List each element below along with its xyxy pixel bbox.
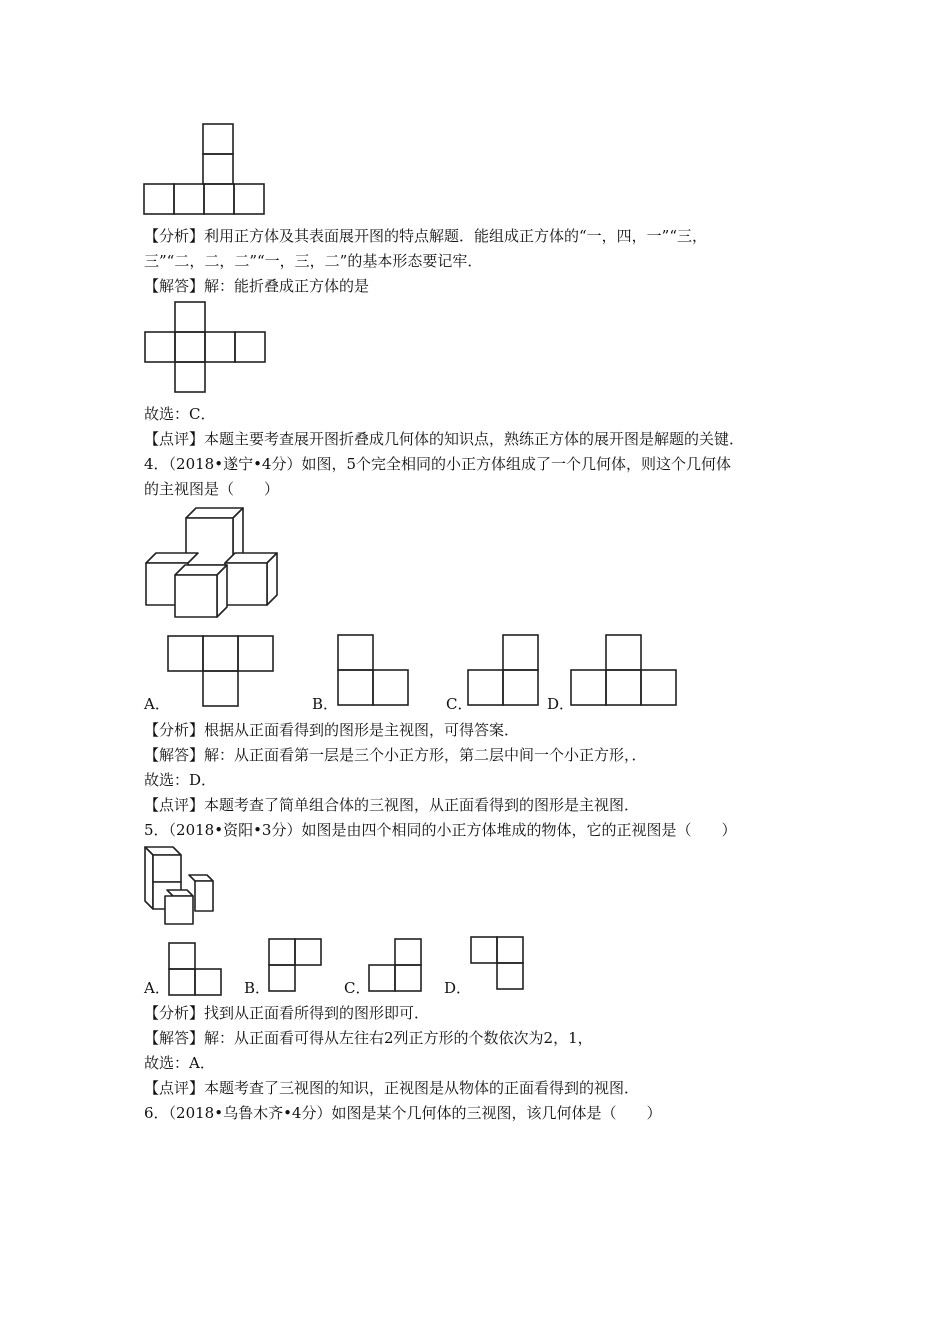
q4-option-b-figure <box>336 633 412 709</box>
q4-stem-cont: 的主视图是（ ） <box>144 480 280 498</box>
q4-choice: 故选：D． <box>144 771 217 789</box>
net-figure-answer <box>144 301 268 393</box>
q4-option-c-label: C． <box>446 695 473 713</box>
q4-analysis: 【分析】根据从正面看得到的图形是主视图，可得答案． <box>144 721 520 739</box>
q4-answer: 【解答】解：从正面看第一层是三个小正方形，第二层中间一个小正方形，． <box>144 746 647 764</box>
net-figure-top <box>143 123 265 215</box>
q5-option-c-figure <box>367 937 423 993</box>
q5-option-a-label: A． <box>144 979 170 997</box>
q6-stem: 6．（2018•乌鲁木齐•4分）如图是某个几何体的三视图，该几何体是（ ） <box>144 1104 662 1122</box>
q4-option-a-figure <box>166 635 276 709</box>
q5-analysis: 【分析】找到从正面看所得到的图形即可． <box>144 1004 430 1022</box>
q5-option-c-label: C． <box>344 979 371 997</box>
q5-answer: 【解答】解：从正面看可得从左往右2列正方形的个数依次为2，1， <box>144 1029 593 1047</box>
choice-1: 故选：C． <box>144 405 216 423</box>
comment-1: 【点评】本题主要考查展开图折叠成几何体的知识点，熟练正方体的展开图是解题的关键． <box>144 430 745 448</box>
q5-option-d-figure <box>469 935 525 991</box>
q5-option-d-label: D． <box>444 979 472 997</box>
q5-choice: 故选：A． <box>144 1054 215 1072</box>
q4-option-d-figure <box>569 633 681 709</box>
q5-option-b-label: B． <box>244 979 271 997</box>
q4-option-d-label: D． <box>547 695 575 713</box>
q4-option-b-label: B． <box>312 695 339 713</box>
q4-option-c-figure <box>466 633 542 709</box>
q4-stem: 4．（2018•遂宁•4分）如图，5个完全相同的小正方体组成了一个几何体，则这个几何体 <box>144 455 732 473</box>
analysis-1-cont: 三”“二，二，二”“一，三，二”的基本形态要记牢． <box>144 252 483 270</box>
q4-solid-figure <box>143 505 283 620</box>
q5-solid-figure <box>143 845 218 927</box>
q4-comment: 【点评】本题考查了简单组合体的三视图，从正面看得到的图形是主视图． <box>144 796 640 814</box>
analysis-1: 【分析】利用正方体及其表面展开图的特点解题．能组成正方体的“一，四，一”“三， <box>144 227 708 245</box>
answer-1: 【解答】解：能折叠成正方体的是 <box>144 277 370 295</box>
q5-option-b-figure <box>267 937 323 993</box>
q5-stem: 5．（2018•资阳•3分）如图是由四个相同的小正方体堆成的物体，它的正视图是（ ） <box>144 821 737 839</box>
q5-option-a-figure <box>167 941 223 997</box>
q5-comment: 【点评】本题考查了三视图的知识，正视图是从物体的正面看得到的视图． <box>144 1079 640 1097</box>
q4-option-a-label: A． <box>144 695 170 713</box>
